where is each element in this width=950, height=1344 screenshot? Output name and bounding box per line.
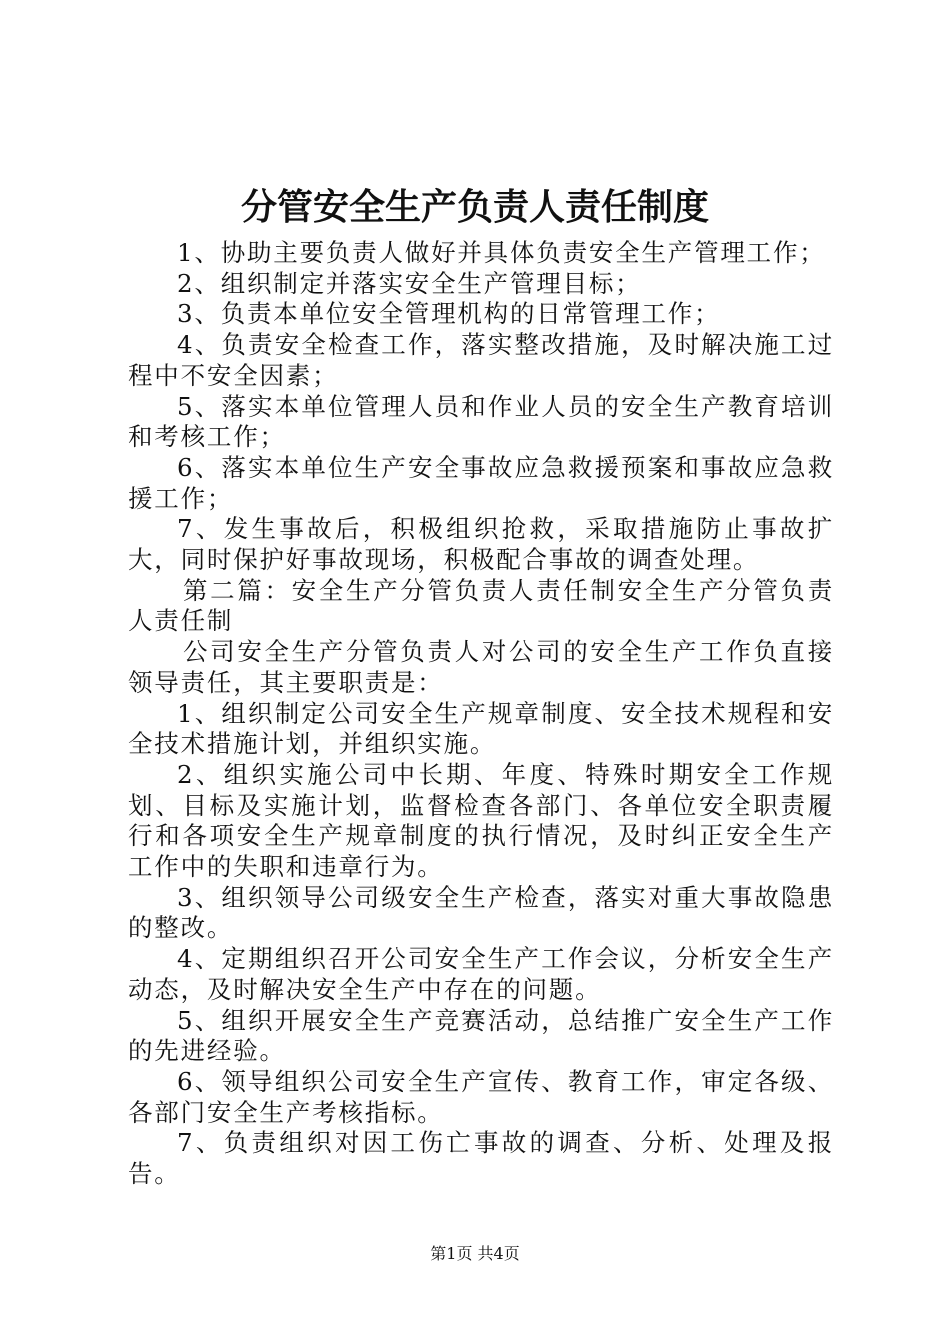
- paragraph-3: 3、负责本单位安全管理机构的日常管理工作；: [177, 299, 721, 329]
- document-title: 分管安全生产负责人责任制度: [240, 186, 709, 228]
- paragraph-duty-5: 5、组织开展安全生产竞赛活动，总结推广安全生产工作的先进经验。: [128, 1005, 834, 1066]
- page-footer: 第1页 共4页: [430, 1244, 520, 1263]
- paragraph-duty-4: 4、定期组织召开公司安全生产工作会议，分析安全生产动态，及时解决安全生产中存在的问题。: [128, 944, 834, 1004]
- paragraph-duty-7: 7、负责组织对因工伤亡事故的调查、分析、处理及报告。: [128, 1128, 834, 1189]
- paragraph-2: 2、组织制定并落实安全生产管理目标；: [177, 268, 642, 298]
- paragraph-duty-3: 3、组织领导公司级安全生产检查，落实对重大事故隐患的整改。: [128, 882, 834, 943]
- section-heading: 第二篇：安全生产分管负责人责任制安全生产分管负责人责任制: [128, 575, 834, 636]
- paragraph-duty-2: 2、组织实施公司中长期、年度、特殊时期安全工作规划、目标及实施计划，监督检查各部门、各单位安全职责履行和各项安全生产规章制度的执行情况，及时纠正安全生产工作中的失职和违章行为。: [128, 759, 834, 882]
- paragraph-intro: 公司安全生产分管负责人对公司的安全生产工作负直接领导责任，其主要职责是：: [128, 637, 834, 697]
- paragraph-duty-6: 6、领导组织公司安全生产宣传、教育工作，审定各级、各部门安全生产考核指标。: [128, 1066, 834, 1127]
- paragraph-duty-1: 1、组织制定公司安全生产规章制度、安全技术规程和安全技术措施计划，并组织实施。: [128, 698, 834, 759]
- paragraph-6: 6、落实本单位生产安全事故应急救援预案和事故应急救援工作；: [128, 452, 834, 513]
- paragraph-7: 7、发生事故后，积极组织抢救，采取措施防止事故扩大，同时保护好事故现场，积极配合事故的调查处理。: [128, 514, 834, 575]
- paragraph-5: 5、落实本单位管理人员和作业人员的安全生产教育培训和考核工作；: [128, 391, 834, 452]
- paragraph-1: 1、协助主要负责人做好并具体负责安全生产管理工作；: [177, 238, 826, 267]
- document-body: [128, 238, 834, 1190]
- paragraph-4: 4、负责安全检查工作，落实整改措施，及时解决施工过程中不安全因素；: [128, 330, 834, 390]
